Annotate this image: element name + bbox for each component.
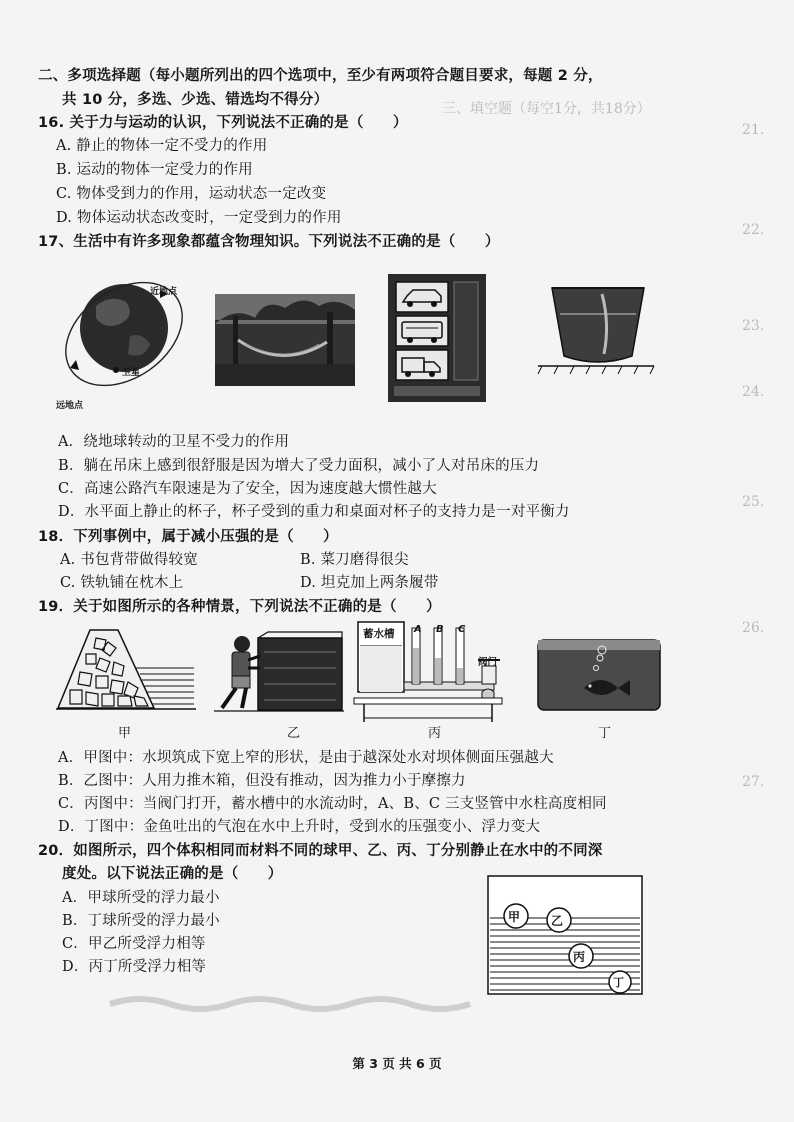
q19-option-a: A．甲图中：水坝筑成下宽上窄的形状，是由于越深处水对坝体侧面压强越大 [58,750,554,766]
dam-figure [56,628,196,710]
q16-option-b: B. 运动的物体一定受力的作用 [56,162,253,178]
q16-stem: 16. 关于力与运动的认识，下列说法不正确的是（ ） [38,115,408,131]
bleed-through-text: 21. [742,122,765,138]
bleed-through-text: 26. [742,620,765,636]
caption-bing: 丙 [428,726,442,741]
q18-option-d: D. 坦克加上两条履带 [300,575,439,591]
bleed-through-text: 23. [742,318,765,334]
q16-option-a: A. 静止的物体一定不受力的作用 [56,138,268,154]
tube-a-label: A [414,624,422,635]
q18-option-b: B. 菜刀磨得很尖 [300,552,409,568]
q19-option-b: B．乙图中：人用力推木箱，但没有推动，因为推力小于摩擦力 [58,773,466,789]
caption-yi: 乙 [287,726,301,741]
goldfish-tank-figure [536,636,662,712]
bleed-through-text: 三、填空题（每空1分，共18分） [442,101,651,117]
q18-option-c: C. 铁轨铺在枕木上 [60,575,184,591]
push-crate-figure [214,630,344,712]
tube-c-label: C [458,624,466,635]
speed-limit-sign-figure [388,274,486,402]
q17-option-a: A．绕地球转动的卫星不受力的作用 [58,434,290,450]
caption-jia: 甲 [118,726,132,741]
bleed-through-text: 25. [742,494,765,510]
ball-ding: 丁 [613,976,624,989]
q20-stem-line1: 20．如图所示，四个体积相同而材料不同的球甲、乙、丙、丁分别静止在水中的不同深 [38,843,603,859]
perigee-label: 近地点 [150,287,178,297]
section-title-line1: 二、多项选择题（每小题所列出的四个选项中，至少有两项符合题目要求，每题 2 分， [38,68,603,84]
q19-option-d: D．丁图中：金鱼吐出的气泡在水中上升时，受到水的压强变小、浮力变大 [58,819,541,835]
caption-ding: 丁 [598,726,612,741]
ball-bing: 丙 [573,950,586,964]
q17-option-d: D．水平面上静止的杯子，杯子受到的重力和桌面对杯子的支持力是一对平衡力 [58,504,570,520]
ball-yi: 乙 [551,914,564,928]
q17-option-b: B．躺在吊床上感到很舒服是因为增大了受力面积，减小了人对吊床的压力 [58,458,540,474]
q20-option-b: B．丁球所受的浮力最小 [62,913,220,929]
q19-option-c: C．丙图中：当阀门打开，蓄水槽中的水流动时，A、B、C 三支竖管中水柱高度相同 [58,796,607,812]
tank-label: 蓄水槽 [363,628,395,640]
q18-option-a: A. 书包背带做得较宽 [60,552,198,568]
q20-option-d: D．丙丁所受浮力相等 [62,959,207,975]
bleed-through-strip [110,990,470,1018]
q16-option-c: C. 物体受到力的作用，运动状态一定改变 [56,186,327,202]
bleed-through-text: 27. [742,774,765,790]
page-footer: 第 3 页 共 6 页 [352,1056,442,1071]
ball-jia: 甲 [508,910,521,924]
q17-stem: 17、生活中有许多现象都蕴含物理知识。下列说法不正确的是（ ） [38,234,500,250]
q16-option-d: D. 物体运动状态改变时，一定受到力的作用 [56,210,342,226]
q20-option-a: A．甲球所受的浮力最小 [62,890,220,906]
section-title-line2: 共 10 分，多选、少选、错选均不得分） [62,92,329,108]
apogee-label: 远地点 [56,401,84,411]
hammock-photo [215,294,355,386]
tube-b-label: B [436,624,444,635]
q20-stem-line2: 度处。以下说法正确的是（ ） [62,866,283,882]
valve-label: 阀门 [478,657,498,668]
bleed-through-text: 22. [742,222,765,238]
cup-on-table-figure [538,284,654,376]
q18-stem: 18．下列事例中，属于减小压强的是（ ） [38,529,338,545]
q17-option-c: C．高速公路汽车限速是为了安全，因为速度越大惯性越大 [58,481,437,497]
q20-option-c: C．甲乙所受浮力相等 [62,936,206,952]
satellite-label: 卫星 [122,368,141,378]
q19-stem: 19．关于如图所示的各种情景，下列说法不正确的是（ ） [38,599,441,615]
bleed-through-text: 24. [742,384,765,400]
